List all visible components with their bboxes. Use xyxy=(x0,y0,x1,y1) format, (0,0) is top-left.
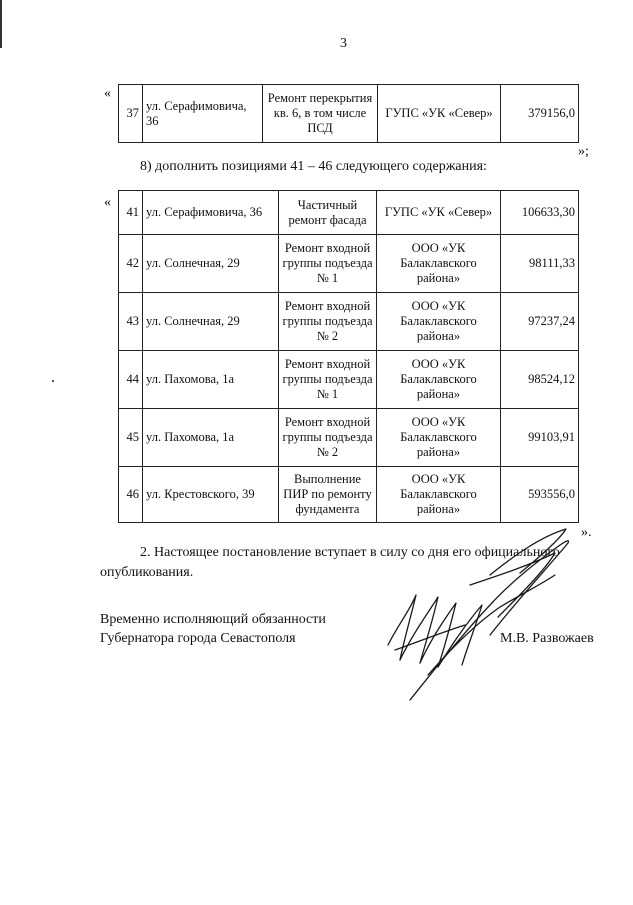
cell-address: ул. Солнечная, 29 xyxy=(143,293,279,351)
scan-speck xyxy=(52,380,54,382)
table-row xyxy=(119,467,579,523)
cell-amount: 379156,0 xyxy=(501,85,579,143)
clause-2-line-1: 2. Настоящее постановление вступает в силу со дня его официального xyxy=(140,545,560,560)
table-1 xyxy=(118,84,579,143)
table-row xyxy=(119,85,579,143)
handwritten-signature xyxy=(370,525,575,710)
signatory-title-line-2: Губернатора города Севастополя xyxy=(100,631,296,646)
cell-address: ул. Крестовского, 39 xyxy=(143,467,279,523)
cell-organization: ООО «УК Балаклавского района» xyxy=(377,351,501,409)
table-row xyxy=(119,409,579,467)
table-2 xyxy=(118,190,579,523)
close-quote-1: »; xyxy=(578,144,589,159)
cell-work: Ремонт перекрытия кв. 6, в том числе ПСД xyxy=(263,85,378,143)
signatory-name: М.В. Развожаев xyxy=(500,631,594,646)
cell-address: ул. Пахомова, 1а xyxy=(143,351,279,409)
table-row xyxy=(119,235,579,293)
open-quote-1: « xyxy=(104,86,111,101)
cell-work: Ремонт входной группы подъезда № 2 xyxy=(279,409,377,467)
clause-8-text: 8) дополнить позициями 41 – 46 следующего содержания: xyxy=(140,159,487,174)
cell-organization: ООО «УК Балаклавского района» xyxy=(377,235,501,293)
table-row xyxy=(119,351,579,409)
cell-amount: 593556,0 xyxy=(501,467,579,523)
cell-number: 42 xyxy=(119,235,143,293)
cell-amount: 97237,24 xyxy=(501,293,579,351)
signatory-title-line-1: Временно исполняющий обязанности xyxy=(100,612,326,627)
cell-work: Выполнение ПИР по ремонту фундамента xyxy=(279,467,377,523)
cell-organization: ООО «УК Балаклавского района» xyxy=(377,467,501,523)
cell-number: 44 xyxy=(119,351,143,409)
table-row xyxy=(119,293,579,351)
cell-address: ул. Серафимовича, 36 xyxy=(143,85,263,143)
cell-organization: ООО «УК Балаклавского района» xyxy=(377,409,501,467)
cell-address: ул. Серафимовича, 36 xyxy=(143,191,279,235)
cell-number: 43 xyxy=(119,293,143,351)
scan-edge-mark xyxy=(0,0,2,48)
cell-address: ул. Солнечная, 29 xyxy=(143,235,279,293)
cell-address: ул. Пахомова, 1а xyxy=(143,409,279,467)
page-number: 3 xyxy=(340,36,347,51)
clause-2-line-2: опубликования. xyxy=(100,565,194,580)
cell-amount: 99103,91 xyxy=(501,409,579,467)
cell-amount: 98524,12 xyxy=(501,351,579,409)
cell-work: Ремонт входной группы подъезда № 1 xyxy=(279,235,377,293)
cell-amount: 98111,33 xyxy=(501,235,579,293)
cell-work: Ремонт входной группы подъезда № 1 xyxy=(279,351,377,409)
open-quote-2: « xyxy=(104,195,111,210)
cell-number: 41 xyxy=(119,191,143,235)
cell-work: Ремонт входной группы подъезда № 2 xyxy=(279,293,377,351)
table-row xyxy=(119,191,579,235)
cell-number: 37 xyxy=(119,85,143,143)
cell-organization: ООО «УК Балаклавского района» xyxy=(377,293,501,351)
cell-number: 45 xyxy=(119,409,143,467)
cell-amount: 106633,30 xyxy=(501,191,579,235)
cell-work: Частичный ремонт фасада xyxy=(279,191,377,235)
cell-organization: ГУПС «УК «Север» xyxy=(378,85,501,143)
close-quote-2: ». xyxy=(581,525,592,540)
cell-organization: ГУПС «УК «Север» xyxy=(377,191,501,235)
cell-number: 46 xyxy=(119,467,143,523)
